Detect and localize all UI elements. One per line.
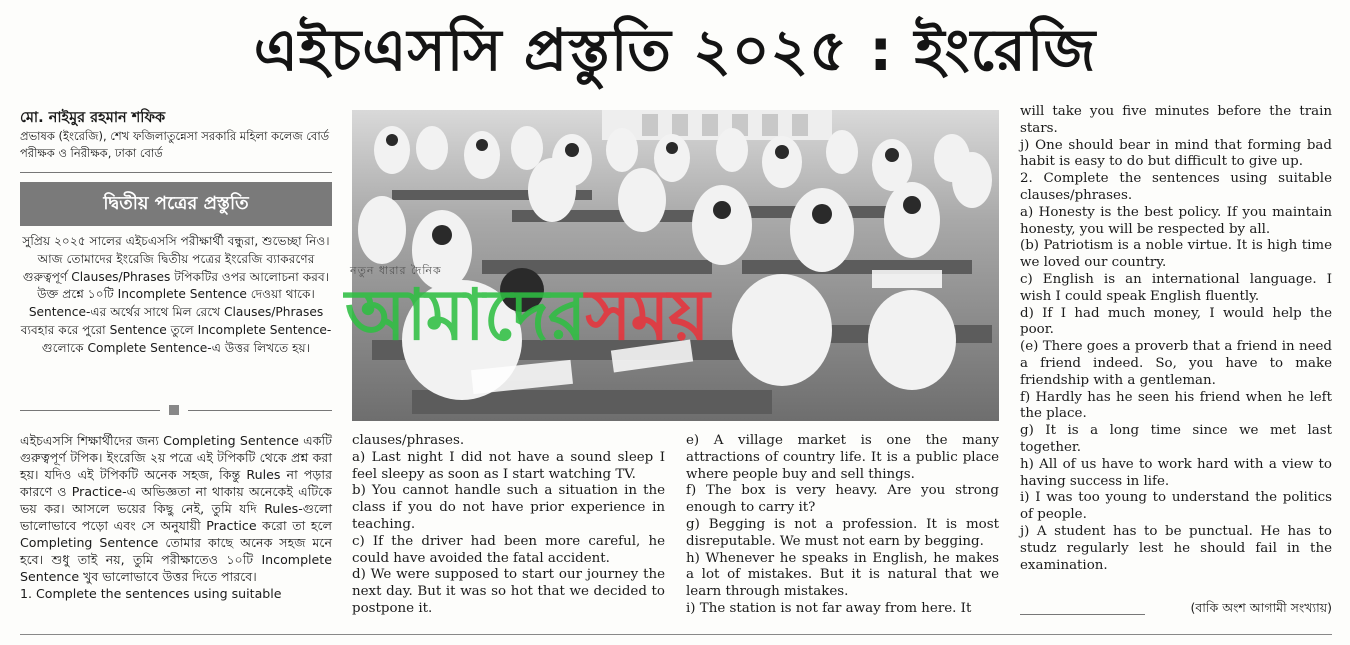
col2-line: d) We were supposed to start our journey the next day. But it was so hot that we decided to postpone it. xyxy=(352,567,665,616)
col2-line: c) If the driver had been more careful, he could have avoided the fatal accident. xyxy=(352,533,665,566)
photo-credit: নতুন ধারার দৈনিক xyxy=(350,264,442,277)
col4-line: 2. Complete the sentences using suitable clauses/phrases. xyxy=(1020,171,1332,203)
col4-line: j) One should bear in mind that forming bad habit is easy to do but difficult to give up. xyxy=(1020,137,1332,170)
author-designation: প্রভাষক (ইংরেজি), শেখ ফজিলাতুন্নেসা সরকারি মহিলা কলেজ বোর্ড পরীক্ষক ও নিরীক্ষক, ঢাকা বোর্ড xyxy=(20,129,330,160)
col4-line: will take you five minutes before the train stars. xyxy=(1020,104,1332,136)
col2-line: a) Last night I did not have a sound sleep I feel sleepy as soon as I start watching TV. xyxy=(352,449,665,482)
col4-line: c) English is an international language. I wish I could speak English fluently. xyxy=(1020,271,1332,304)
section-title: দ্বিতীয় পত্রের প্রস্তুতি xyxy=(20,182,332,226)
column-1-body: এইচএসসি শিক্ষার্থীদের জন্য Completing Sentence একটি গুরুত্বপূর্ণ টপিক। ইংরেজি ২য় পত্রে এই টপিকটি থেকে প্রশ্ন করা হয়। যদিও এই টপিকটি অনেক সহজ, কিন্তু Rules না পড়ার কারণে ও Practice-এ অভিজ্ঞতা না থাকায় অনেকেই এটিকে ভয় কর। আসলে ভয়ের কিছু নেই, তুমি যদি Rules-গুলো ভালোভাবে পড়ো এবং সে অনুযায়ী Practice করো তা হলে Completing Sentence তোমার কাছে অনেক সহজ মনে হবে। শুধু তাই নয়, তুমি পরীক্ষাতেও ১০টি Incomplete Sentence খুব ভালোভাবে উত্তর দিতে পারবে। xyxy=(20,433,332,584)
col3-line: i) The station is not far away from here. It xyxy=(686,600,972,616)
column-2 xyxy=(352,433,665,618)
col2-line: b) You cannot handle such a situation in the class if you do not have prior experience in teaching. xyxy=(352,483,665,532)
divider xyxy=(20,172,332,173)
column-1 xyxy=(20,432,332,602)
col4-line: (e) There goes a proverb that a friend in need a friend indeed. So, you have to make friendship with a gentleman. xyxy=(1020,339,1332,388)
watermark-part-a: আমাদের xyxy=(345,274,586,356)
column-3 xyxy=(686,433,999,618)
col2-line: clauses/phrases. xyxy=(352,433,465,448)
col3-line: e) A village market is one the many attractions of country life. It is a public place where people buy and sell things. xyxy=(686,433,999,482)
col4-line: i) I was too young to understand the politics of people. xyxy=(1020,490,1332,523)
exam-hall-photo xyxy=(352,110,999,421)
continued-note xyxy=(1020,600,1332,620)
watermark-part-b: সময় xyxy=(585,274,709,356)
intro-text: সুপ্রিয় ২০২৫ সালের এইচএসসি পরীক্ষার্থী বন্ধুরা, শুভেচ্ছা নিও। আজ তোমাদের ইংরেজি দ্বিতীয় পত্রের ইংরেজি ব্যাকরণের গুরুত্বপূর্ণ Clauses/Phrases টপিকটির ওপর আলোচনা করব। উক্ত প্রশ্নে ১০টি Incomplete Sentence দেওয়া থাকে। Sentence-এর অর্থের সাথে মিল রেখে Clauses/Phrases ব্যবহার করে পুরো Sentence তুলে Incomplete Sentence-গুলোকে Complete Sentence-এ উত্তর লিখতে হয়। xyxy=(20,234,332,355)
col4-line: h) All of us have to work hard with a view to having success in life. xyxy=(1020,456,1332,489)
column-4 xyxy=(1020,104,1332,574)
col4-line: d) If I had much money, I would help the poor. xyxy=(1020,305,1332,338)
col4-line: f) Hardly has he seen his friend when he left the place. xyxy=(1020,389,1332,422)
newspaper-watermark xyxy=(345,270,1005,360)
column-1-question: 1. Complete the sentences using suitable xyxy=(20,586,282,601)
photo-illustration xyxy=(352,110,999,421)
headline: এইচএসসি প্রস্তুতি ২০২৫ : ইংরেজি xyxy=(253,16,1097,84)
continued-text: (বাকি অংশ আগামী সংখ্যায়) xyxy=(1190,600,1332,615)
bottom-rule xyxy=(20,634,1332,635)
col4-line: j) A student has to be punctual. He has to studz regularly lest he should fail in the examination. xyxy=(1020,523,1332,573)
col4-line: (b) Patriotism is a noble virtue. It is high time we loved our country. xyxy=(1020,238,1332,271)
col3-line: f) The box is very heavy. Are you strong enough to carry it? xyxy=(686,483,999,516)
ornament-divider xyxy=(20,404,332,416)
col3-line: h) Whenever he speaks in English, he makes a lot of mistakes. But it is natural that we learn through mistakes. xyxy=(686,550,999,600)
col4-line: g) It is a long time since we met last together. xyxy=(1020,423,1332,455)
col3-line: g) Begging is not a profession. It is most disreputable. We must not earn by begging. xyxy=(686,516,999,549)
col4-line: a) Honesty is the best policy. If you maintain honesty, you will be respected by all. xyxy=(1020,204,1332,237)
author-name: মো. নাইমুর রহমান শফিক xyxy=(20,110,166,126)
author-block xyxy=(20,108,332,162)
